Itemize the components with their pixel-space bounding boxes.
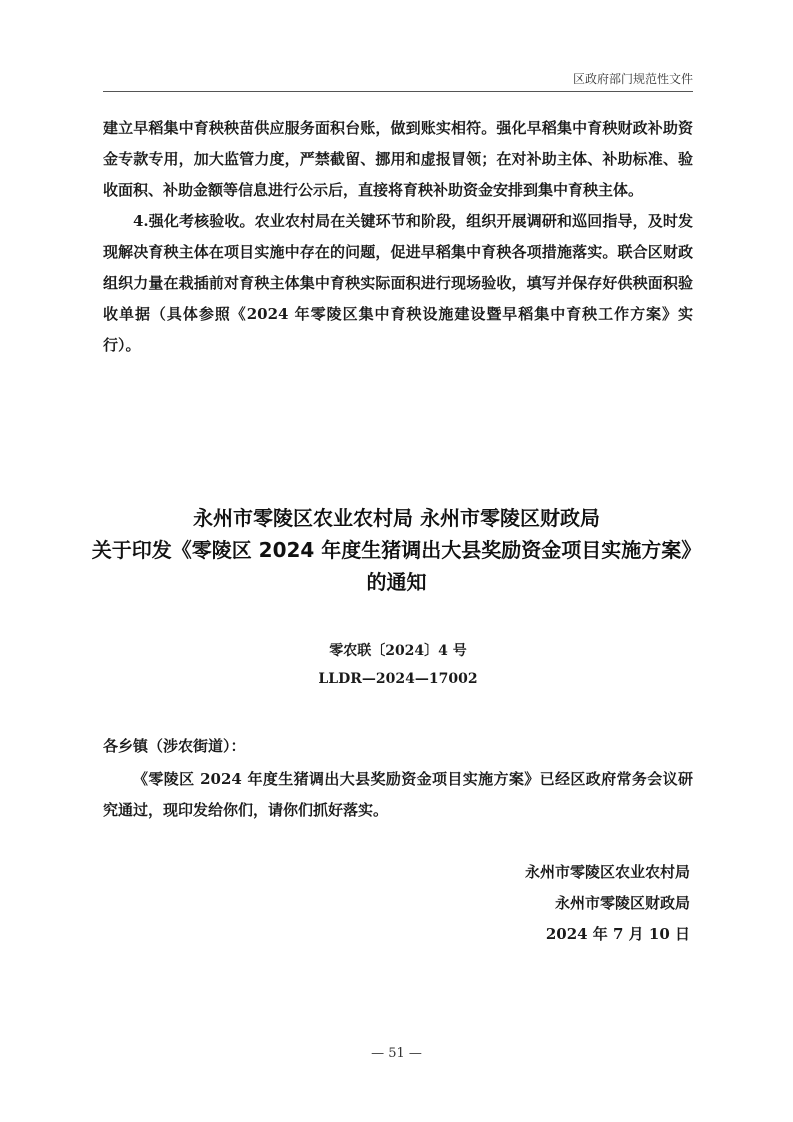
title-line: 永州市零陵区农业农村局 永州市零陵区财政局 (193, 506, 600, 530)
continued-section (103, 113, 693, 361)
notice-title (90, 502, 703, 598)
title-line: 的通知 (366, 570, 427, 594)
title-line: 关于印发《零陵区 2024 年度生猪调出大县奖励资金项目实施方案》 (91, 538, 702, 562)
signatory: 永州市零陵区农业农村局 (524, 863, 690, 881)
notice-body-section (103, 764, 693, 826)
header-rule (103, 91, 693, 92)
document-number: 零农联〔2024〕4 号 (329, 643, 467, 659)
signatory: 永州市零陵区财政局 (554, 894, 690, 912)
notice-body: 《零陵区 2024 年度生猪调出大县奖励资金项目实施方案》已经区政府常务会议研究通过，现印发给你们，请你们抓好落实。 (103, 770, 693, 819)
signing-date: 2024 年 7 月 10 日 (545, 925, 690, 943)
paragraph-acceptance: 4.强化考核验收。农业农村局在关键环节和阶段，组织开展调研和巡回指导，及时发现解决育秧主体在项目实施中存在的问题，促进早稻集中育秧各项措施落实。联合区财政组织力量在栽插前对育秧主体集中育秧实际面积进行现场验收，填写并保存好供秧面积验收单据（具体参照《2024 年零陵区集中育秧设施建设暨早稻集中育秧工作方案》实行）。 (103, 212, 693, 354)
running-header: 区政府部门规范性文件 (572, 72, 693, 86)
registration-number: LLDR—2024—17002 (318, 671, 478, 687)
salutation: 各乡镇（涉农街道）： (103, 737, 246, 755)
page-number: — 51 — (371, 1046, 422, 1061)
paragraph-continued: 建立早稻集中育秧秧苗供应服务面积台账，做到账实相符。强化早稻集中育秧财政补助资金专款专用，加大监管力度，严禁截留、挪用和虚报冒领；在对补助主体、补助标准、验收面积、补助金额等信息进行公示后，直接将育秧补助资金安排到集中育秧主体。 (103, 119, 693, 199)
